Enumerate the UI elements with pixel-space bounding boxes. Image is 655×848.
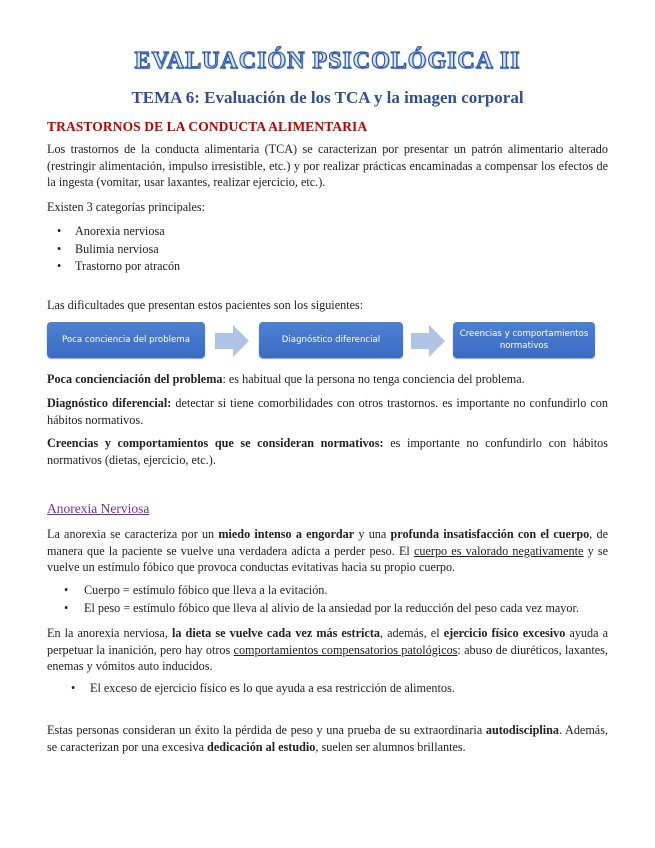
difficulties-lead: Las dificultades que presentan estos pacientes son los siguientes: [47,298,364,312]
definition-beliefs: Creencias y comportamientos que se consideran normativos: es importante no confundirlo con hábitos normativos (dietas, ejercicio, etc.). [47,436,608,467]
bullet-icon: • [64,583,69,597]
exercise-bullet [47,680,455,698]
bullet-icon: • [57,241,62,256]
difficulties-flow [47,322,595,360]
anorexia-paragraph-1: La anorexia se caracteriza por un miedo intenso a engordar y una profunda insatisfacción con el cuerpo, de manera que la paciente se vuelve una verdadera adicta a perder peso. El cuerpo es valorado negativamente y se vuelve un estímulo fóbico que provoca conductas evitativas hacia su propio cuerpo. [47,527,609,574]
flow-box-diagnosis: Diagnóstico diferencial [259,322,403,358]
intro-paragraph: Los trastornos de la conducta alimentaria (TCA) se caracterizan por presentar un patrón alimentario alterado (restringir alimentación, impulso irresistible, etc.) y por realizar prácticas encaminadas a compensar los efectos de la ingesta (vomitar, usar laxantes, realizar ejercicio, etc.). [47,142,608,189]
anorexia-bullets [47,582,579,617]
list-item: • Cuerpo = estímulo fóbico que lleva a la evitación. [47,582,579,600]
list-item: • Anorexia nerviosa [47,223,180,241]
categories-lead: Existen 3 categorías principales: [47,200,206,214]
anorexia-paragraph-2: En la anorexia nerviosa, la dieta se vuelve cada vez más estricta, además, el ejercicio físico excesivo ayuda a perpetuar la inanición, pero hay otros comportamientos compensatorios patológicos: abuso de diuréticos, laxantes, enemas y vómitos auto inducidos. [47,626,609,673]
definition-diagnosis: Diagnóstico diferencial: detectar si tiene comorbilidades con otros trastornos. es importante no confundirlo con hábitos normativos. [47,396,608,427]
list-item: • El peso = estímulo fóbico que lleva al alivio de la ansiedad por la reducción del peso cada vez mayor. [47,600,579,618]
bullet-icon: • [57,224,62,238]
subtitle: TEMA 6: Evaluación de los TCA y la imagen corporal [131,88,524,107]
bullet-icon: • [64,600,69,615]
list-item: • El exceso de ejercicio físico es lo que ayuda a esa restricción de alimentos. [47,680,455,698]
arrow-right-icon [411,325,445,357]
bullet-icon: • [57,259,62,273]
main-title: EVALUACIÓN PSICOLÓGICA II [134,48,521,74]
section-heading: TRASTORNOS DE LA CONDUCTA ALIMENTARIA [47,119,368,134]
flow-box-beliefs: Creencias y comportamientos normativos [453,322,595,358]
categories-list [47,223,180,276]
flow-box-awareness: Poca conciencia del problema [47,322,205,358]
anorexia-heading: Anorexia Nerviosa [47,501,150,516]
anorexia-paragraph-3: Estas personas consideran un éxito la pérdida de peso y una prueba de su extraordinaria autodisciplina. Además, se caracterizan por una excesiva dedicación al estudio, suelen ser alumnos brillantes. [47,723,609,754]
list-item: • Trastorno por atracón [47,258,180,276]
definition-awareness: Poca concienciación del problema: es habitual que la persona no tenga conciencia del problema. [47,372,525,386]
bullet-icon: • [71,681,76,695]
list-item: • Bulimia nerviosa [47,241,180,259]
arrow-right-icon [215,325,249,357]
